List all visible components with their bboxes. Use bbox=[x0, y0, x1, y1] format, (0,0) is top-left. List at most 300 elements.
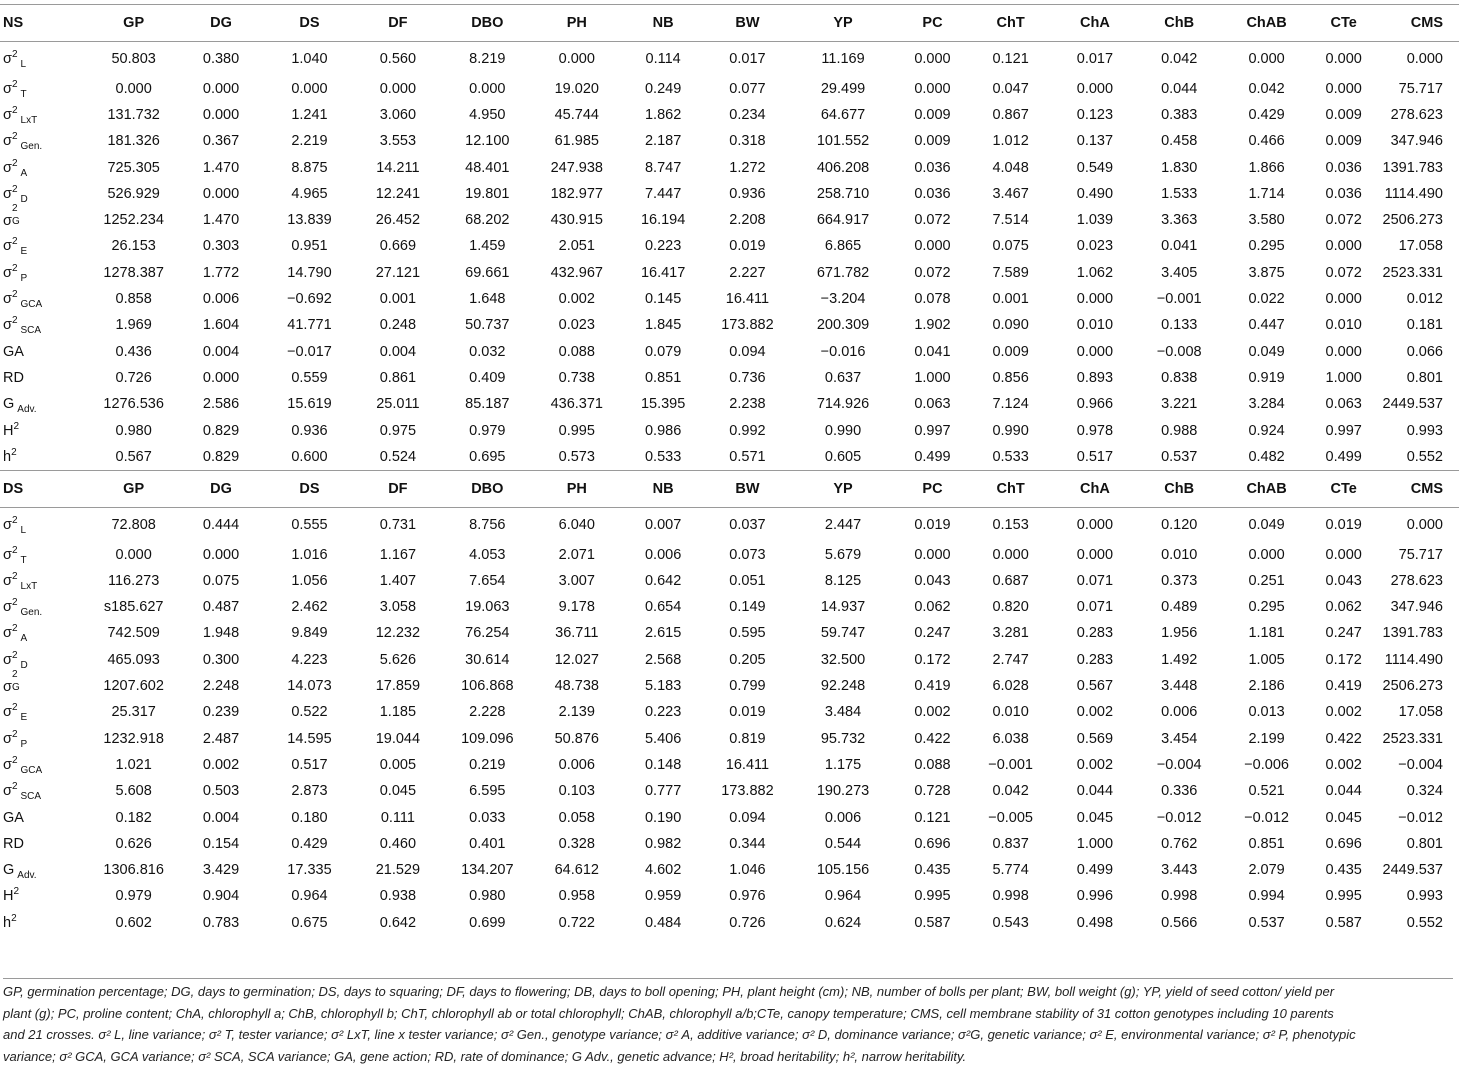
table-cell: 0.000 bbox=[177, 181, 265, 207]
table-cell: 0.959 bbox=[621, 883, 705, 909]
table-cell: 0.001 bbox=[354, 286, 442, 312]
table-cell: 1.000 bbox=[897, 365, 969, 391]
row-subscript: GCA bbox=[21, 299, 43, 310]
table-cell: 0.045 bbox=[354, 778, 442, 804]
table-cell: 0.837 bbox=[968, 831, 1052, 857]
row-label bbox=[0, 883, 90, 909]
table-row bbox=[0, 699, 1459, 725]
table-cell: 0.533 bbox=[621, 444, 705, 471]
table-cell: 17.058 bbox=[1376, 233, 1459, 259]
table-cell: 0.071 bbox=[1053, 594, 1137, 620]
table-cell: 1.012 bbox=[968, 128, 1052, 154]
table-cell: 0.009 bbox=[897, 128, 969, 154]
table-cell: 2.568 bbox=[621, 647, 705, 673]
table-cell: 3.007 bbox=[533, 568, 621, 594]
table-cell: 671.782 bbox=[790, 260, 897, 286]
table-cell: 0.000 bbox=[177, 76, 265, 102]
row-symbol: σ bbox=[3, 679, 12, 695]
table-cell: 1207.602 bbox=[90, 673, 176, 699]
table-cell: 0.489 bbox=[1137, 594, 1221, 620]
table-row bbox=[0, 752, 1459, 778]
table-cell: 0.072 bbox=[897, 260, 969, 286]
column-header: PH bbox=[533, 470, 621, 507]
table-cell: 0.675 bbox=[265, 910, 353, 936]
row-label bbox=[0, 102, 90, 128]
table-row bbox=[0, 391, 1459, 417]
table-cell: 16.411 bbox=[705, 752, 789, 778]
table-cell: 0.000 bbox=[1312, 541, 1376, 567]
column-header: CTe bbox=[1312, 470, 1376, 507]
table-cell: 0.019 bbox=[705, 699, 789, 725]
table-cell: 0.980 bbox=[442, 883, 532, 909]
table-cell: 0.239 bbox=[177, 699, 265, 725]
row-subscript: A bbox=[21, 168, 28, 179]
table-cell: 0.062 bbox=[1312, 594, 1376, 620]
table-cell: 0.687 bbox=[968, 568, 1052, 594]
row-symbol: H bbox=[3, 423, 13, 439]
table-cell: 41.771 bbox=[265, 312, 353, 338]
table-row bbox=[0, 507, 1459, 541]
table-cell: 0.444 bbox=[177, 507, 265, 541]
table-cell: 2.447 bbox=[790, 507, 897, 541]
table-cell: 0.367 bbox=[177, 128, 265, 154]
table-cell: 0.071 bbox=[1053, 568, 1137, 594]
table-cell: 3.281 bbox=[968, 620, 1052, 646]
table-cell: 0.181 bbox=[1376, 312, 1459, 338]
column-header: BW bbox=[705, 470, 789, 507]
table-cell: 465.093 bbox=[90, 647, 176, 673]
table-cell: 21.529 bbox=[354, 857, 442, 883]
table-cell: 0.722 bbox=[533, 910, 621, 936]
table-cell: 0.762 bbox=[1137, 831, 1221, 857]
table-cell: 2.615 bbox=[621, 620, 705, 646]
table-cell: 0.566 bbox=[1137, 910, 1221, 936]
table-cell: 2.051 bbox=[533, 233, 621, 259]
table-cell: 4.965 bbox=[265, 181, 353, 207]
table-cell: 2.228 bbox=[442, 699, 532, 725]
table-cell: 3.429 bbox=[177, 857, 265, 883]
table-cell: 0.328 bbox=[533, 831, 621, 857]
table-cell: −0.016 bbox=[790, 338, 897, 364]
row-subscript: L bbox=[21, 525, 27, 536]
table-cell: 0.000 bbox=[90, 76, 176, 102]
table-row bbox=[0, 207, 1459, 233]
row-symbol: σ bbox=[3, 517, 12, 533]
header-row bbox=[0, 5, 1459, 42]
table-cell: 1.062 bbox=[1053, 260, 1137, 286]
table-cell: 0.042 bbox=[968, 778, 1052, 804]
table-cell: 26.452 bbox=[354, 207, 442, 233]
table-row bbox=[0, 778, 1459, 804]
table-cell: 0.019 bbox=[705, 233, 789, 259]
table-cell: 1.948 bbox=[177, 620, 265, 646]
table-cell: 0.503 bbox=[177, 778, 265, 804]
table-row bbox=[0, 857, 1459, 883]
table-cell: 17.058 bbox=[1376, 699, 1459, 725]
table-cell: 0.004 bbox=[354, 338, 442, 364]
table-cell: 0.829 bbox=[177, 417, 265, 443]
table-cell: 0.283 bbox=[1053, 647, 1137, 673]
table-cell: 0.036 bbox=[1312, 154, 1376, 180]
table-cell: 0.429 bbox=[265, 831, 353, 857]
table-cell: 258.710 bbox=[790, 181, 897, 207]
footnote-line-3: and 21 crosses. σ² L, line variance; σ² T, tester variance; σ² LxT, line x tester variance; σ² Gen., genotype variance; σ² A, additive variance; σ² D, dominance variance; σ²G, genetic variance; σ² E, environmental variance; σ² P, phenotypic bbox=[3, 1024, 1453, 1046]
table-cell: 0.669 bbox=[354, 233, 442, 259]
table-cell: 0.000 bbox=[1221, 42, 1311, 76]
table-cell: 0.980 bbox=[90, 417, 176, 443]
row-label bbox=[0, 312, 90, 338]
row-superscript: 2 bbox=[12, 729, 18, 740]
table-cell: 11.169 bbox=[790, 42, 897, 76]
table-cell: 19.063 bbox=[442, 594, 532, 620]
row-label bbox=[0, 233, 90, 259]
table-cell: 59.747 bbox=[790, 620, 897, 646]
table-cell: 0.111 bbox=[354, 804, 442, 830]
table-cell: 0.567 bbox=[1053, 673, 1137, 699]
table-cell: 0.000 bbox=[1376, 507, 1459, 541]
row-symbol: σ bbox=[3, 652, 12, 668]
table-row bbox=[0, 883, 1459, 909]
table-row bbox=[0, 154, 1459, 180]
row-superscript: 2 bbox=[12, 755, 18, 766]
table-cell: 0.137 bbox=[1053, 128, 1137, 154]
column-header: ChT bbox=[968, 5, 1052, 42]
table-cell: 1391.783 bbox=[1376, 620, 1459, 646]
table-cell: 0.247 bbox=[897, 620, 969, 646]
table-cell: 0.966 bbox=[1053, 391, 1137, 417]
table-cell: 2506.273 bbox=[1376, 207, 1459, 233]
table-cell: 0.998 bbox=[968, 883, 1052, 909]
table-cell: 0.234 bbox=[705, 102, 789, 128]
table-cell: 3.363 bbox=[1137, 207, 1221, 233]
table-cell: 8.125 bbox=[790, 568, 897, 594]
row-subscript: SCA bbox=[21, 791, 42, 802]
table-cell: 7.447 bbox=[621, 181, 705, 207]
row-label bbox=[0, 673, 90, 699]
table-cell: 0.149 bbox=[705, 594, 789, 620]
row-label bbox=[0, 286, 90, 312]
table-cell: 0.695 bbox=[442, 444, 532, 471]
table-cell: 0.049 bbox=[1221, 507, 1311, 541]
row-symbol: σ bbox=[3, 757, 12, 773]
table-cell: 0.006 bbox=[1137, 699, 1221, 725]
footnote-line-2: plant (g); PC, proline content; ChA, chlorophyll a; ChB, chlorophyll b; ChT, chlorophyll ab or total chlorophyll; ChAB, chlorophyll a/b;CTe, canopy temperature; CMS, cell membrane stability of 31 cotton genotypes including 10 parents bbox=[3, 1003, 1453, 1025]
row-symbol: σ bbox=[3, 704, 12, 720]
table-cell: 0.182 bbox=[90, 804, 176, 830]
table-cell: 4.053 bbox=[442, 541, 532, 567]
table-cell: 0.154 bbox=[177, 831, 265, 857]
row-subscript: Gen. bbox=[21, 607, 43, 618]
table-cell: 13.839 bbox=[265, 207, 353, 233]
table-cell: 0.994 bbox=[1221, 883, 1311, 909]
table-cell: 0.000 bbox=[1312, 233, 1376, 259]
table-cell: 0.986 bbox=[621, 417, 705, 443]
table-row bbox=[0, 312, 1459, 338]
table-cell: 714.926 bbox=[790, 391, 897, 417]
table-cell: 0.075 bbox=[968, 233, 1052, 259]
table-cell: 0.072 bbox=[1312, 207, 1376, 233]
table-cell: 1.000 bbox=[1312, 365, 1376, 391]
row-label bbox=[0, 207, 90, 233]
table-cell: 6.595 bbox=[442, 778, 532, 804]
table-cell: 0.190 bbox=[621, 804, 705, 830]
table-cell: 0.009 bbox=[968, 338, 1052, 364]
table-cell: 0.000 bbox=[177, 541, 265, 567]
table-cell: 8.219 bbox=[442, 42, 532, 76]
row-superscript: 2 bbox=[12, 781, 18, 792]
table-cell: 0.072 bbox=[1312, 260, 1376, 286]
row-label bbox=[0, 76, 90, 102]
table-row bbox=[0, 804, 1459, 830]
table-body bbox=[0, 5, 1459, 936]
row-superscript: 2 bbox=[12, 515, 18, 526]
table-cell: −0.004 bbox=[1376, 752, 1459, 778]
table-cell: 0.559 bbox=[265, 365, 353, 391]
table-cell: 0.571 bbox=[705, 444, 789, 471]
column-header: BW bbox=[705, 5, 789, 42]
table-cell: 0.373 bbox=[1137, 568, 1221, 594]
row-subscript: T bbox=[21, 555, 27, 566]
table-row bbox=[0, 647, 1459, 673]
table-cell: 0.037 bbox=[705, 507, 789, 541]
table-cell: 0.447 bbox=[1221, 312, 1311, 338]
table-cell: 0.006 bbox=[790, 804, 897, 830]
table-cell: 1278.387 bbox=[90, 260, 176, 286]
table-cell: 1.969 bbox=[90, 312, 176, 338]
row-symbol: σ bbox=[3, 573, 12, 589]
table-cell: 0.429 bbox=[1221, 102, 1311, 128]
row-stacked-script bbox=[12, 677, 21, 691]
row-superscript: 2 bbox=[13, 886, 19, 897]
table-cell: 0.726 bbox=[90, 365, 176, 391]
table-cell: 0.975 bbox=[354, 417, 442, 443]
table-row bbox=[0, 42, 1459, 76]
column-header: ChAB bbox=[1221, 470, 1311, 507]
footnote-line-4: variance; σ² GCA, GCA variance; σ² SCA, SCA variance; GA, gene action; RD, rate of dominance; G Adv., genetic advance; H², broad heritability; h², narrow heritability. bbox=[3, 1046, 1453, 1067]
table-cell: 2523.331 bbox=[1376, 726, 1459, 752]
table-cell: 0.010 bbox=[968, 699, 1052, 725]
table-cell: 1.241 bbox=[265, 102, 353, 128]
table-cell: 0.600 bbox=[265, 444, 353, 471]
table-cell: 0.499 bbox=[1312, 444, 1376, 471]
table-cell: 50.803 bbox=[90, 42, 176, 76]
table-cell: 742.509 bbox=[90, 620, 176, 646]
row-label bbox=[0, 778, 90, 804]
table-row bbox=[0, 286, 1459, 312]
table-cell: 12.232 bbox=[354, 620, 442, 646]
table-cell: 0.838 bbox=[1137, 365, 1221, 391]
table-cell: 0.499 bbox=[1053, 857, 1137, 883]
row-symbol: σ bbox=[3, 107, 12, 123]
row-symbol: σ bbox=[3, 265, 12, 281]
table-cell: 0.936 bbox=[265, 417, 353, 443]
table-row bbox=[0, 726, 1459, 752]
table-cell: 1.866 bbox=[1221, 154, 1311, 180]
table-cell: 0.383 bbox=[1137, 102, 1221, 128]
row-symbol: h bbox=[3, 915, 11, 931]
row-label bbox=[0, 620, 90, 646]
table-cell: 2.071 bbox=[533, 541, 621, 567]
table-cell: 0.498 bbox=[1053, 910, 1137, 936]
table-cell: 0.000 bbox=[968, 541, 1052, 567]
table-cell: 6.028 bbox=[968, 673, 1052, 699]
table-cell: 5.183 bbox=[621, 673, 705, 699]
row-superscript: 2 bbox=[12, 289, 18, 300]
table-cell: 1.830 bbox=[1137, 154, 1221, 180]
table-cell: 0.637 bbox=[790, 365, 897, 391]
row-label bbox=[0, 338, 90, 364]
table-cell: 5.626 bbox=[354, 647, 442, 673]
table-cell: 1.005 bbox=[1221, 647, 1311, 673]
column-header: DS bbox=[265, 470, 353, 507]
table-cell: 4.048 bbox=[968, 154, 1052, 180]
table-row bbox=[0, 910, 1459, 936]
table-cell: 3.060 bbox=[354, 102, 442, 128]
section-heading: NS bbox=[0, 5, 90, 42]
table-cell: 0.979 bbox=[90, 883, 176, 909]
table-cell: 9.178 bbox=[533, 594, 621, 620]
table-cell: 0.777 bbox=[621, 778, 705, 804]
row-label bbox=[0, 752, 90, 778]
table-cell: 0.002 bbox=[177, 752, 265, 778]
table-cell: 6.038 bbox=[968, 726, 1052, 752]
table-cell: 0.002 bbox=[533, 286, 621, 312]
table-cell: 2506.273 bbox=[1376, 673, 1459, 699]
table-cell: 0.728 bbox=[897, 778, 969, 804]
row-symbol: H bbox=[3, 888, 13, 904]
row-symbol: σ bbox=[3, 238, 12, 254]
table-cell: 0.602 bbox=[90, 910, 176, 936]
table-cell: 0.484 bbox=[621, 910, 705, 936]
table-cell: 0.324 bbox=[1376, 778, 1459, 804]
table-row bbox=[0, 620, 1459, 646]
table-cell: 3.443 bbox=[1137, 857, 1221, 883]
table-cell: 0.696 bbox=[1312, 831, 1376, 857]
table-cell: 0.010 bbox=[1312, 312, 1376, 338]
table-cell: 0.490 bbox=[1053, 181, 1137, 207]
table-cell: 0.001 bbox=[968, 286, 1052, 312]
row-subscript: Adv. bbox=[17, 404, 36, 415]
table-cell: 0.248 bbox=[354, 312, 442, 338]
table-cell: 19.044 bbox=[354, 726, 442, 752]
table-cell: 0.533 bbox=[968, 444, 1052, 471]
row-subscript: D bbox=[21, 194, 28, 205]
row-symbol: σ bbox=[3, 186, 12, 202]
table-cell: s185.627 bbox=[90, 594, 176, 620]
table-cell: 0.000 bbox=[533, 42, 621, 76]
table-cell: 1252.234 bbox=[90, 207, 176, 233]
table-cell: 101.552 bbox=[790, 128, 897, 154]
row-symbol: σ bbox=[3, 213, 12, 229]
table-cell: 0.783 bbox=[177, 910, 265, 936]
row-label bbox=[0, 726, 90, 752]
row-superscript: 2 bbox=[12, 79, 18, 90]
row-superscript: 2 bbox=[12, 650, 18, 661]
table-cell: 25.011 bbox=[354, 391, 442, 417]
row-superscript: 2 bbox=[12, 545, 18, 556]
header-row bbox=[0, 470, 1459, 507]
column-header: PC bbox=[897, 470, 969, 507]
table-cell: 0.006 bbox=[621, 541, 705, 567]
column-header: YP bbox=[790, 5, 897, 42]
table-cell: 0.002 bbox=[1312, 752, 1376, 778]
table-cell: 0.587 bbox=[1312, 910, 1376, 936]
table-cell: 0.517 bbox=[1053, 444, 1137, 471]
table-cell: 247.938 bbox=[533, 154, 621, 180]
table-cell: 0.998 bbox=[1137, 883, 1221, 909]
table-cell: 0.435 bbox=[1312, 857, 1376, 883]
row-subscript: GCA bbox=[21, 765, 43, 776]
table-cell: 45.744 bbox=[533, 102, 621, 128]
table-cell: 14.937 bbox=[790, 594, 897, 620]
table-cell: −0.004 bbox=[1137, 752, 1221, 778]
table-cell: 0.401 bbox=[442, 831, 532, 857]
table-cell: 0.000 bbox=[1312, 286, 1376, 312]
row-subscript: Adv. bbox=[17, 870, 36, 881]
table-cell: 6.865 bbox=[790, 233, 897, 259]
table-cell: 85.187 bbox=[442, 391, 532, 417]
table-cell: 0.419 bbox=[1312, 673, 1376, 699]
table-cell: 0.043 bbox=[1312, 568, 1376, 594]
table-cell: 3.058 bbox=[354, 594, 442, 620]
table-cell: 0.000 bbox=[1312, 42, 1376, 76]
table-cell: 2.248 bbox=[177, 673, 265, 699]
table-cell: 1.533 bbox=[1137, 181, 1221, 207]
table-cell: 0.560 bbox=[354, 42, 442, 76]
table-cell: 1.772 bbox=[177, 260, 265, 286]
table-cell: 0.012 bbox=[1376, 286, 1459, 312]
table-cell: 0.013 bbox=[1221, 699, 1311, 725]
table-cell: 0.000 bbox=[177, 102, 265, 128]
table-cell: 0.801 bbox=[1376, 831, 1459, 857]
table-cell: 0.858 bbox=[90, 286, 176, 312]
table-cell: 0.422 bbox=[897, 726, 969, 752]
table-cell: 0.295 bbox=[1221, 233, 1311, 259]
table-cell: 0.000 bbox=[897, 76, 969, 102]
column-header: ChT bbox=[968, 470, 1052, 507]
table-cell: 0.094 bbox=[705, 338, 789, 364]
table-cell: 0.006 bbox=[533, 752, 621, 778]
table-row bbox=[0, 181, 1459, 207]
variance-table bbox=[0, 4, 1459, 936]
table-cell: 3.448 bbox=[1137, 673, 1221, 699]
table-cell: 664.917 bbox=[790, 207, 897, 233]
table-cell: 0.000 bbox=[897, 541, 969, 567]
table-cell: 75.717 bbox=[1376, 76, 1459, 102]
table-cell: 3.553 bbox=[354, 128, 442, 154]
table-cell: 0.654 bbox=[621, 594, 705, 620]
table-cell: 0.094 bbox=[705, 804, 789, 830]
row-symbol: G bbox=[3, 862, 14, 878]
table-cell: 5.608 bbox=[90, 778, 176, 804]
row-subscript: LxT bbox=[21, 115, 38, 126]
table-footnote bbox=[3, 978, 1453, 1067]
table-row bbox=[0, 673, 1459, 699]
table-cell: 2.079 bbox=[1221, 857, 1311, 883]
table-cell: 0.000 bbox=[897, 42, 969, 76]
row-symbol: σ bbox=[3, 51, 12, 67]
table-cell: 1.175 bbox=[790, 752, 897, 778]
column-header: DF bbox=[354, 5, 442, 42]
row-superscript: 2 bbox=[12, 623, 18, 634]
table-cell: 278.623 bbox=[1376, 568, 1459, 594]
table-cell: 131.732 bbox=[90, 102, 176, 128]
table-cell: 181.326 bbox=[90, 128, 176, 154]
table-cell: 0.219 bbox=[442, 752, 532, 778]
table-row bbox=[0, 128, 1459, 154]
table-cell: 116.273 bbox=[90, 568, 176, 594]
table-cell: 0.009 bbox=[897, 102, 969, 128]
